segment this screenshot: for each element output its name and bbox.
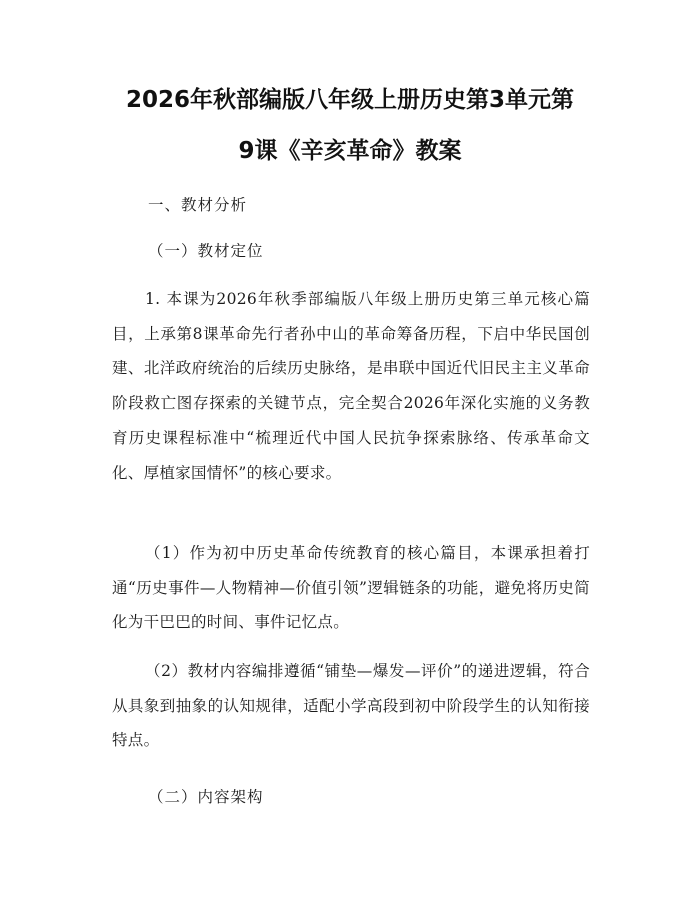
subsection-heading-content-structure: （二）内容架构 xyxy=(148,788,264,806)
paragraph-positioning-1-1: （1）作为初中历史革命传统教育的核心篇目，本课承担着打通“历史事件—人物精神—价值引领”逻辑链条的功能，避免将历史简化为干巴巴的时间、事件记忆点。 xyxy=(112,544,590,632)
subsection-heading-positioning: （一）教材定位 xyxy=(148,242,264,260)
paragraph-positioning-1: 1. 本课为2026年秋季部编版八年级上册历史第三单元核心篇目，上承第8课革命先行者孙中山的革命筹备历程，下启中华民国创建、北洋政府统治的后续历史脉络，是串联中国近代旧民主主义革命阶段救亡图存探索的关键节点，完全契合2026年深化实施的义务教育历史课程标准中“梳理近代中国人民抗争探索脉络、传承革命文化、厚植家国情怀”的核心要求。 xyxy=(112,290,590,482)
section-heading-textbook-analysis: 一、教材分析 xyxy=(148,196,248,214)
paragraph-positioning-1-2: （2）教材内容编排遵循“铺垫—爆发—评价”的递进逻辑，符合从具象到抽象的认知规律，适配小学高段到初中阶段学生的认知衔接特点。 xyxy=(112,662,590,750)
document-title-line-1: 2026年秋部编版八年级上册历史第3单元第 xyxy=(125,87,575,113)
document-title-line-2: 9课《辛亥革命》教案 xyxy=(238,138,462,164)
